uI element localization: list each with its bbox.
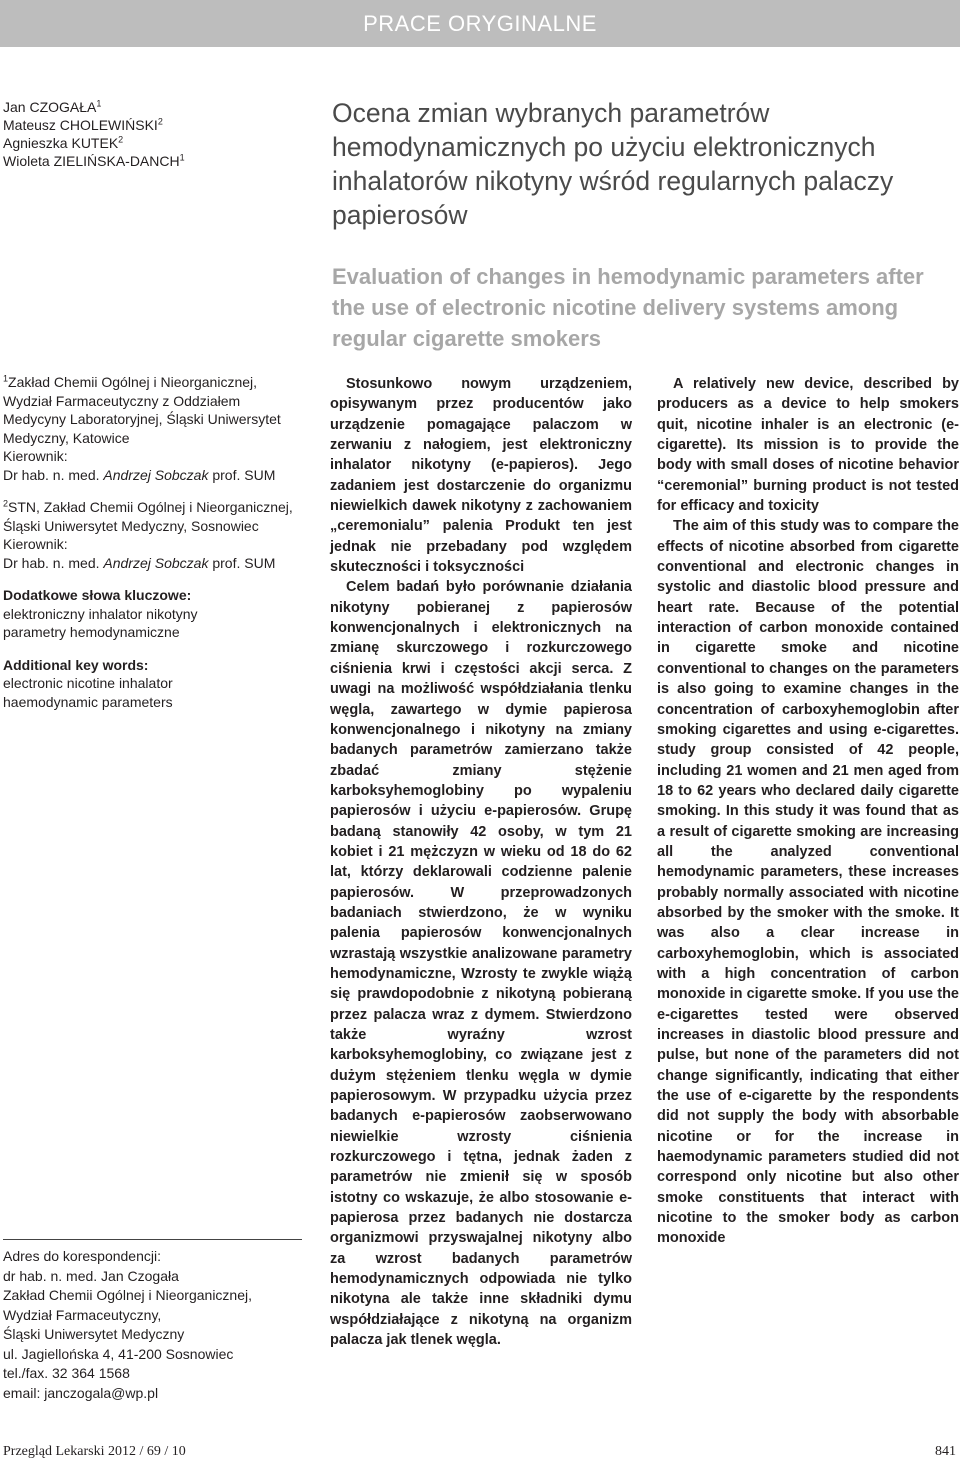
keyword: elektroniczny inhalator nikotyny [3,605,198,622]
affiliation-head: Dr hab. n. med. Andrzej Sobczak prof. SUM [3,554,276,571]
correspondence-divider [3,1239,302,1240]
keyword: haemodynamic parameters [3,693,173,710]
affiliation-head-label: Kierownik: [3,448,68,464]
footer-journal: Przegląd Lekarski 2012 / 69 / 10 [3,1444,186,1459]
correspondence-line: Wydział Farmaceutyczny, [3,1306,162,1323]
correspondence-heading: Adres do korespondencji: [3,1248,161,1264]
author: Agnieszka KUTEK$^2$ [3,134,124,151]
author: Wioleta ZIELIŃSKA-DANCH$^1$ [3,152,185,169]
correspondence-line: Zakład Chemii Ogólnej i Nieorganicznej, [3,1287,253,1303]
correspondence-line: Śląski Uniwersytet Medyczny [3,1326,185,1342]
keywords-english-heading: Additional key words: [3,656,149,673]
abstract-paragraph: Celem badań było porównanie działania nikotyny pobieranej z papierosów konwencjonalnych i elektronicznych na zmianę skurczowego i rozkurczowego ciśnienia krwi i częstości akcji serca. Z uwagi na możliwość współdziałania tlenku węgla, zawartego w dymie papierosa konwencjonalnego i nikotyny na zmiany badanych parametrów zamierzano także zbadać zmiany stężenie karboksyhemoglobiny po wypaleniu papierosów i użyciu e-papierosów. Grupę badaną stanowiły 42 osoby, w tym 21 kobiet i 21 mężczyzn w wieku od 18 do 62 lat, którzy deklarowali codzienne palenie papierosów. W przeprowadzonych badaniach stwierdzono, że w wyniku palenia papierosów konwencjonalnych wzrastają wszystkie analizowane parametry hemodynamiczne, Wzrosty te zwykle wiążą się prawdopodobnie z nikotyną pobieraną przez palacza wraz z dymem. Stwierdzono także wyraźny wzrost karboksyhemoglobiny, co związane jest z dużym stężeniem tlenku węgla w dymie papierosowym. W przypadku użycia przez badanych e-papierosów zaobserwowano niewielkie wzrosty ciśnienia rozkurczowego i tętna, jednak żaden z parametrów nie zmienił się w sposób istotny co wskazuje, że albo stosowanie e-papierosa przez badanych nie dostarcza organizmowi przyswajalnej nikotyny albo za wzrost badanych parametrów hemodynamicznych odpowiada nie tylko nikotyna ale także inne składniki dymu współdziałające z nikotyną na organizm palacza jak tlenek węgla. [330,579,632,1349]
correspondence-block [3,1247,303,1403]
abstract-polish [330,374,632,1351]
correspondence-line: dr hab. n. med. Jan Czogała [3,1267,179,1284]
keyword: parametry hemodynamiczne [3,624,180,640]
title-polish: Ocena zmian wybranych parametrów hemodynamicznych po użyciu elektronicznych inhalatorów nikotyny wśród regularnych palaczy papierosów [332,98,894,230]
abstract-paragraph: The aim of this study was to compare the effects of nicotine absorbed from cigarette conventional and electronic changes in systolic and diastolic blood pressure and heart rate. Because of the potential interaction of carbon monoxide contained in cigarette smoke and nicotine conventional to changes on the parameters is also going to examine changes in the concentration of carboxyhemoglobin after smoking cigarettes and using e-cigarettes. study group consisted of 42 people, including 21 women and 21 men aged from 18 to 62 years who declared daily cigarette smoking. In this study it was found that as a result of cigarette smoking are increasing all the analyzed conventional hemodynamic parameters, these increases probably normally associated with nicotine absorbed by the smoker with the smoke. It was also a clear increase in carboxyhemoglobin, which is associated with a high concentration of carbon monoxide in cigarette smoke. If you use the e-cigarettes tested were observed increases in diastolic blood pressure and pulse, but none of the parameters did not change significantly, indicating that either the use of e-cigarette by the respondents did not supply the body with absorbable nicotine or for the increase in haemodynamic parameters studied did not correspond only nicotine but also other smoke constituents that interact with nicotine to the smoker body as carbon monoxide [657,518,959,1247]
affiliation-head-label: Kierownik: [3,536,68,552]
abstract-english [657,374,959,1249]
correspondence-email: email: janczogala@wp.pl [3,1384,159,1401]
affiliations-block [3,373,303,711]
keyword: electronic nicotine inhalator [3,675,173,691]
abstract-paragraph: A relatively new device, described by producers as a device to help smokers quit, nicotine inhaler is an electronic (e-cigarette). Its mission is to provide the body with small doses of nicotine behavior “ceremonial” burning product is not tested for efficacy and toxicity [657,376,959,515]
author-list [3,98,185,170]
correspondence-line: ul. Jagiellońska 4, 41-200 Sosnowiec [3,1345,234,1362]
author: Jan CZOGAŁA$^1$ [3,98,102,115]
author: Mateusz CHOLEWIŃSKI$^2$ [3,116,163,133]
affiliation: $^2$STN, Zakład Chemii Ogólnej i Nieorganicznej, Śląski Uniwersytet Medyczny, Sosnowiec [3,498,293,534]
title-english: Evaluation of changes in hemodynamic parameters after the use of electronic nicotine delivery systems among regular cigarette smokers [332,264,924,351]
correspondence-line: tel./fax. 32 364 1568 [3,1365,130,1381]
abstract-paragraph: Stosunkowo nowym urządzeniem, opisywanym przez producentów jako urządzenie pomagające palaczom w zerwaniu z nałogiem, jest elektroniczny inhalator nikotyny (e-papieros). Jego zadaniem jest dostarczenie do organizmu niewielkich dawek nikotyny z zachowaniem „ceremonialu” palenia Produkt ten jest jednak nie przebadany pod względem skuteczności i toksyczności [330,376,632,576]
keywords-polish-heading: Dodatkowe słowa kluczowe: [3,587,192,603]
section-banner [0,0,960,47]
affiliation: $^1$Zakład Chemii Ogólnej i Nieorganicznej, Wydział Farmaceutyczny z Oddziałem Medycyny Laboratoryjnej, Śląski Uniwersytet Medyczny, Katowice [3,373,281,446]
section-banner-label: PRACE ORYGINALNE [363,10,597,36]
affiliation-head: Dr hab. n. med. Andrzej Sobczak prof. SUM [3,466,276,483]
footer-page-number: 841 [935,1444,956,1459]
